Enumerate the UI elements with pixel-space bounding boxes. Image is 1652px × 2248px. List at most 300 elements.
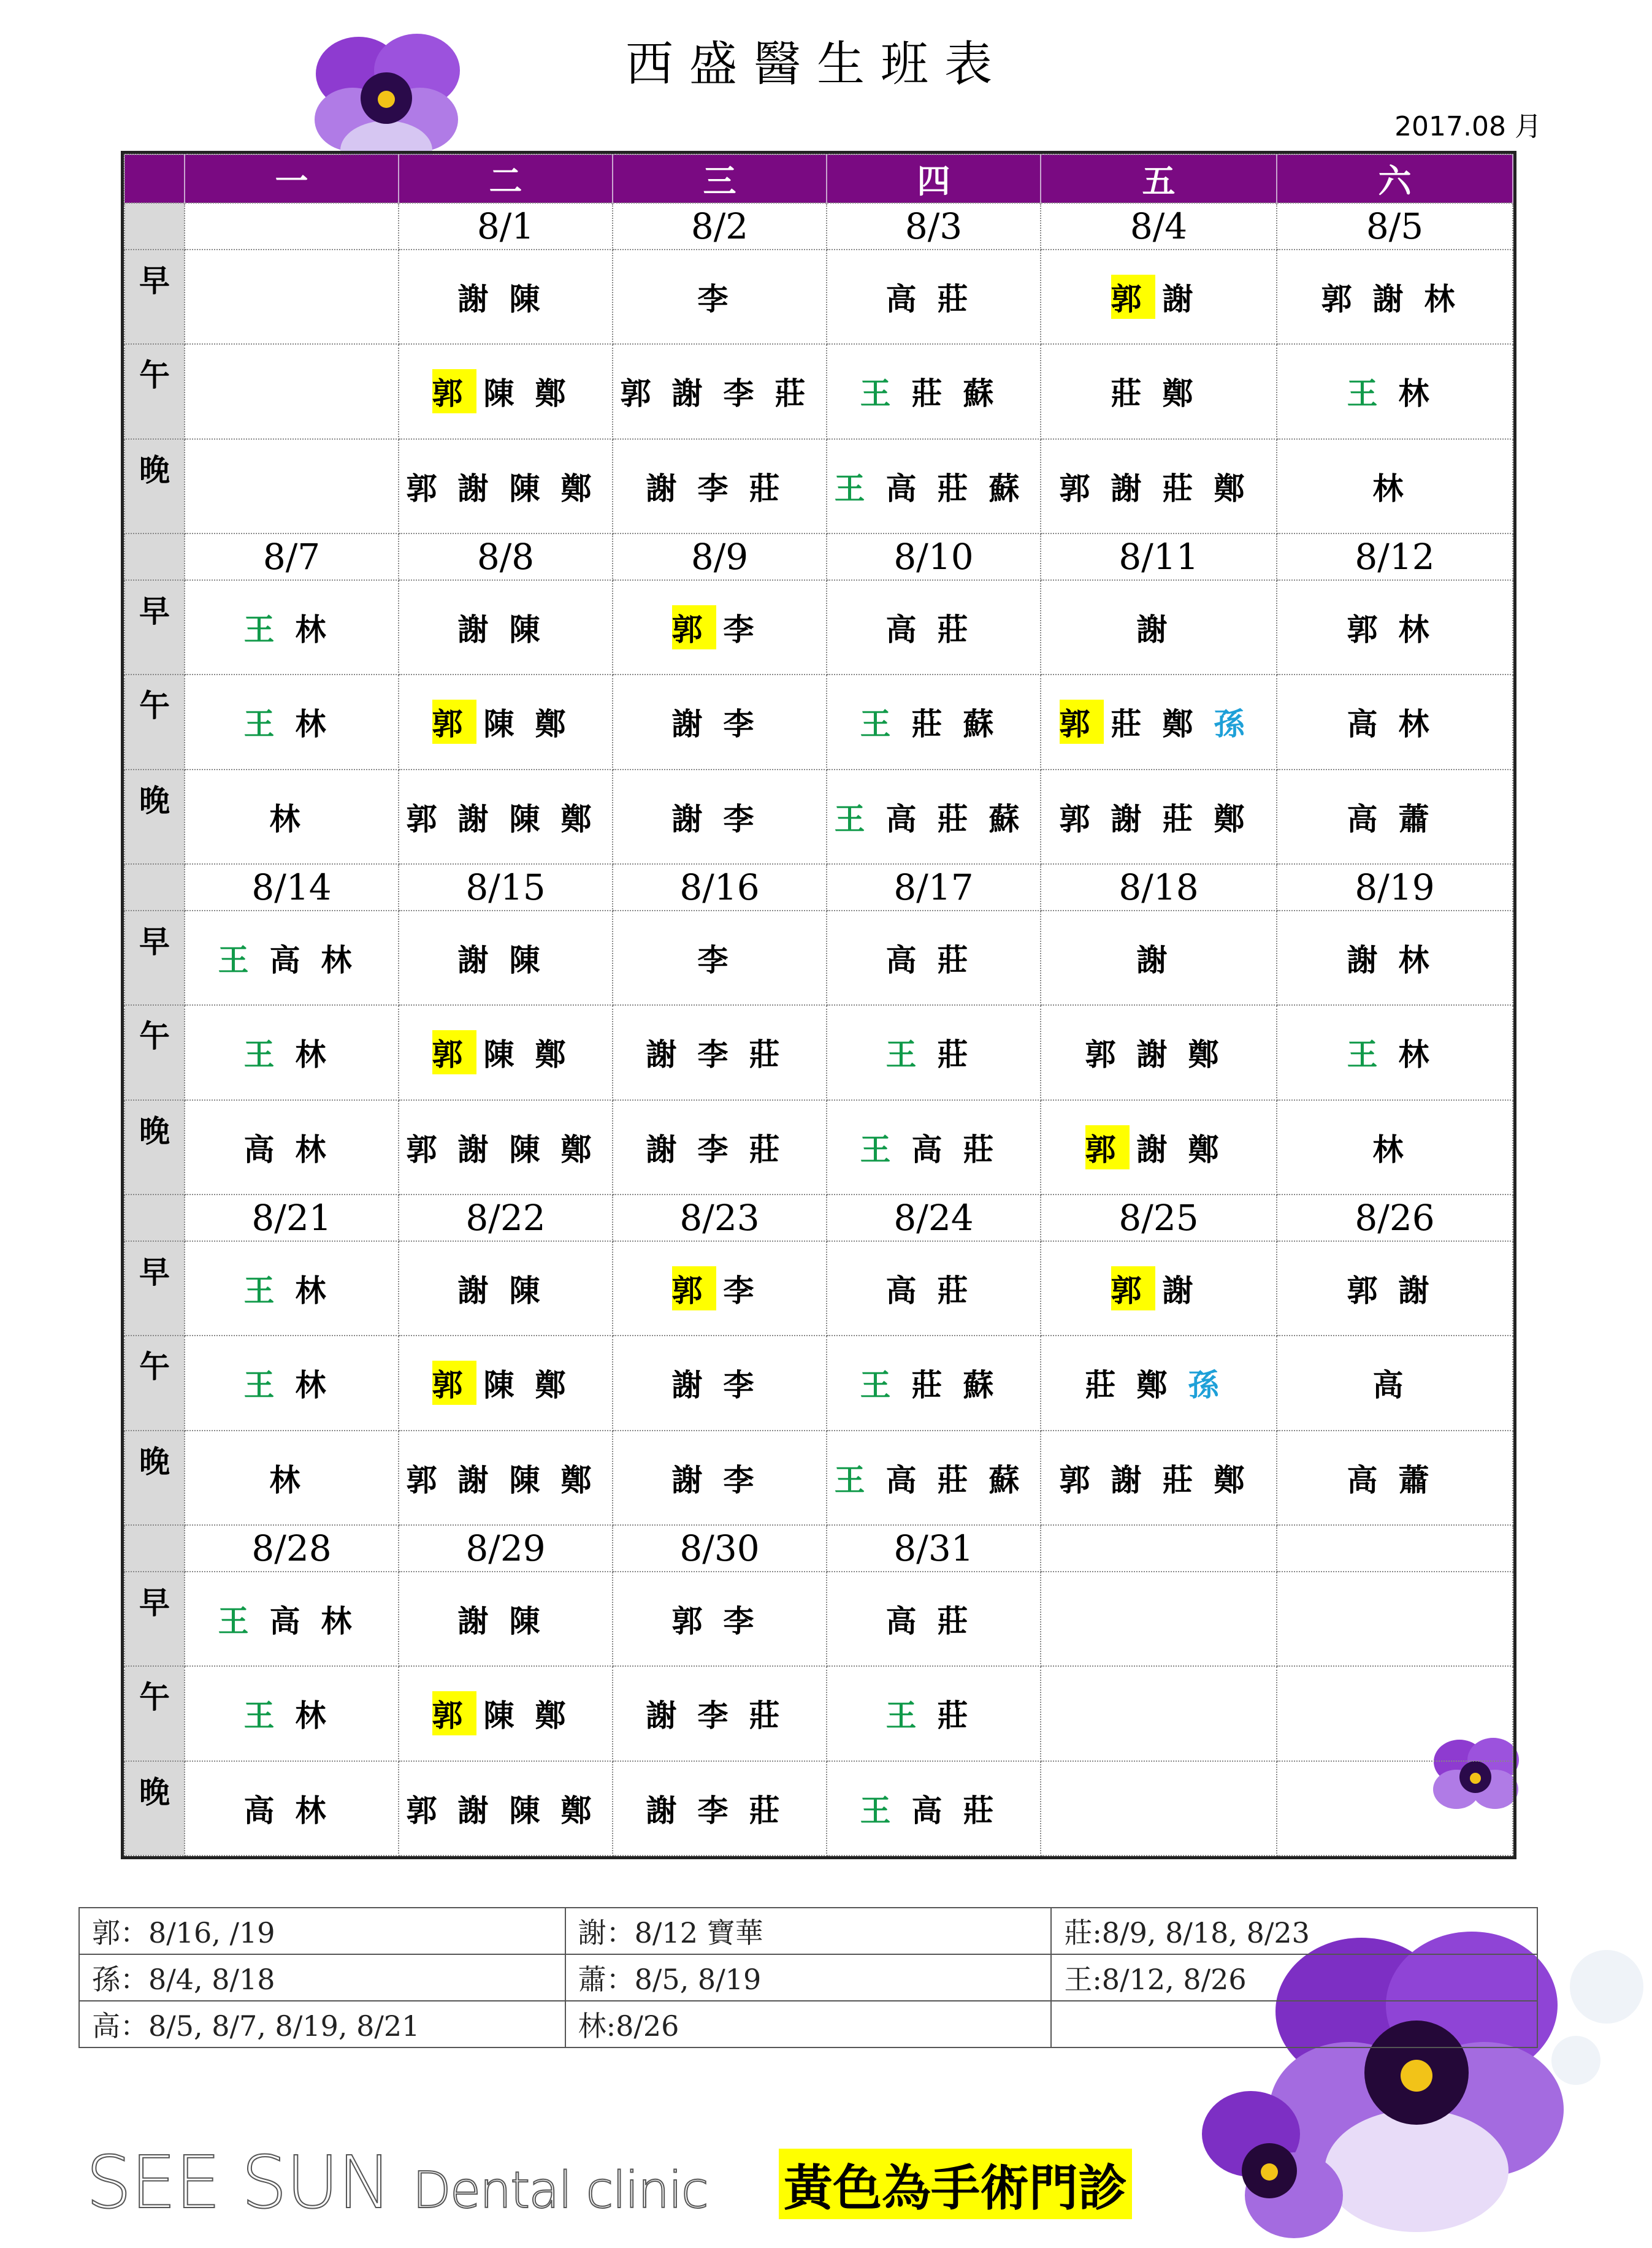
doctor-name: 陳	[509, 1792, 554, 1829]
shift-label: 晚	[124, 1100, 185, 1195]
doctor-name: 蘇	[989, 1462, 1033, 1498]
doctor-cell	[1041, 580, 1277, 675]
doctor-name: 莊	[937, 612, 982, 648]
doctor-name: 高	[885, 942, 930, 979]
schedule-table	[121, 151, 1516, 1859]
doctor-cell	[613, 1761, 827, 1856]
doctor-cell	[1277, 770, 1513, 864]
doctor-cell	[613, 675, 827, 769]
doctor-cell	[1277, 1572, 1513, 1666]
doctor-name: 林	[1372, 1131, 1417, 1168]
shift-label: 早	[124, 250, 185, 344]
note-cell: 王:8/12, 8/26	[1051, 1954, 1537, 2001]
doctor-name: 謝	[1136, 942, 1181, 979]
shift-row	[124, 1666, 1513, 1761]
shift-label: 晚	[124, 1431, 185, 1525]
doctor-cell	[613, 1572, 827, 1666]
doctor-name: 郭	[406, 1131, 451, 1168]
doctor-name: 王	[860, 376, 904, 412]
doctor-name: 陳	[483, 1367, 528, 1404]
weekday-header: 一	[185, 155, 399, 203]
doctor-cell	[1277, 580, 1513, 675]
doctor-cell	[185, 675, 399, 769]
note-cell: 謝：8/12 寶華	[565, 1908, 1052, 1954]
doctor-name: 鄭	[1214, 470, 1258, 507]
doctor-name: 李	[723, 1367, 768, 1404]
doctor-name: 謝	[671, 706, 716, 743]
doctor-cell	[613, 1005, 827, 1099]
doctor-name: 莊	[937, 1273, 982, 1309]
doctor-name: 高	[885, 470, 930, 507]
page-title: 西盛醫生班表	[625, 37, 1009, 92]
doctor-name: 王	[885, 1698, 930, 1734]
doctor-name: 陳	[509, 1604, 554, 1640]
doctor-name: 郭	[1111, 1266, 1155, 1310]
doctor-name: 王	[218, 1604, 262, 1640]
doctor-cell	[827, 250, 1041, 344]
doctor-name: 林	[269, 801, 314, 837]
doctor-cell	[399, 675, 613, 769]
doctor-name: 莊	[911, 376, 956, 412]
doctor-name: 謝	[457, 1604, 502, 1640]
shift-row	[124, 1005, 1513, 1099]
doctor-cell	[185, 1241, 399, 1336]
date-cell	[185, 203, 399, 250]
doctor-cell	[399, 1336, 613, 1430]
weekday-header: 五	[1041, 155, 1277, 203]
doctor-name: 高	[911, 1792, 956, 1829]
doctor-name: 謝	[457, 1792, 502, 1829]
doctor-name: 林	[295, 1037, 340, 1073]
doctor-name: 莊	[963, 1131, 1008, 1168]
date-cell: 8/7	[185, 533, 399, 580]
doctor-name: 謝	[457, 1131, 502, 1168]
doctor-name: 蘇	[963, 376, 1008, 412]
doctor-name: 高	[1347, 1462, 1391, 1498]
doctor-name: 高	[269, 942, 314, 979]
doctor-name: 謝	[457, 1462, 502, 1498]
doctor-name: 李	[697, 1792, 742, 1829]
doctor-name: 李	[697, 281, 742, 318]
shift-row	[124, 1336, 1513, 1430]
shift-label: 午	[124, 1005, 185, 1099]
date-cell: 8/8	[399, 533, 613, 580]
brand-name: SEE SUN	[86, 2140, 391, 2225]
doctor-name: 莊	[749, 1131, 793, 1168]
doctor-name: 郭	[432, 1361, 476, 1405]
doctor-cell	[399, 1100, 613, 1195]
doctor-name: 高	[885, 1273, 930, 1309]
doctor-name: 郭	[671, 1604, 716, 1640]
doctor-cell	[399, 580, 613, 675]
doctor-name: 鄭	[1136, 1367, 1181, 1404]
doctor-cell	[185, 1572, 399, 1666]
month-label: 2017.08 月	[1394, 111, 1542, 142]
doctor-name: 郭	[406, 801, 451, 837]
doctor-name: 王	[885, 1037, 930, 1073]
date-cell: 8/30	[613, 1525, 827, 1572]
doctor-name: 謝	[671, 801, 716, 837]
doctor-cell	[1277, 344, 1513, 438]
doctor-name: 莊	[1085, 1367, 1130, 1404]
doctor-cell	[827, 1572, 1041, 1666]
note-cell: 林:8/26	[565, 2001, 1052, 2047]
doctor-cell	[185, 580, 399, 675]
doctor-cell	[613, 250, 827, 344]
doctor-name: 王	[243, 612, 288, 648]
doctor-name: 李	[723, 1462, 768, 1498]
doctor-cell	[827, 1431, 1041, 1525]
shift-row	[124, 1241, 1513, 1336]
doctor-name: 高	[885, 612, 930, 648]
shift-label: 午	[124, 675, 185, 769]
doctor-name: 莊	[911, 1367, 956, 1404]
doctor-cell	[185, 344, 399, 438]
doctor-name: 莊	[774, 376, 819, 412]
doctor-name: 莊	[749, 1792, 793, 1829]
date-cell: 8/18	[1041, 864, 1277, 911]
doctor-cell	[827, 1005, 1041, 1099]
weekday-header: 六	[1277, 155, 1513, 203]
doctor-name: 高	[1347, 706, 1391, 743]
doctor-name: 郭	[672, 605, 716, 649]
doctor-name: 林	[1398, 376, 1443, 412]
doctor-name: 高	[1372, 1367, 1417, 1404]
shift-row	[124, 580, 1513, 675]
doctor-name: 陳	[509, 470, 554, 507]
doctor-cell	[827, 1100, 1041, 1195]
shift-row	[124, 439, 1513, 533]
date-cell: 8/31	[827, 1525, 1041, 1572]
weekday-header: 三	[613, 155, 827, 203]
doctor-name: 高	[911, 1131, 956, 1168]
doctor-name: 李	[723, 706, 768, 743]
doctor-name: 陳	[509, 942, 554, 979]
shift-label: 早	[124, 580, 185, 675]
doctor-cell	[185, 1666, 399, 1761]
doctor-cell	[1041, 439, 1277, 533]
doctor-name: 王	[834, 1462, 879, 1498]
date-cell	[1041, 1525, 1277, 1572]
doctor-name: 莊	[937, 1037, 982, 1073]
date-cell: 8/5	[1277, 203, 1513, 250]
doctor-cell	[1277, 1241, 1513, 1336]
date-cell: 8/22	[399, 1195, 613, 1241]
doctor-name: 郭	[432, 369, 476, 413]
doctor-cell	[185, 770, 399, 864]
date-cell: 8/29	[399, 1525, 613, 1572]
doctor-cell	[399, 1666, 613, 1761]
doctor-cell	[1277, 1666, 1513, 1761]
doctor-name: 鄭	[535, 1367, 579, 1404]
doctor-name: 林	[295, 706, 340, 743]
shift-row	[124, 1431, 1513, 1525]
shift-label: 午	[124, 1666, 185, 1761]
doctor-name: 郭	[1347, 1273, 1391, 1309]
weekday-header-row	[124, 155, 1513, 203]
shift-label: 早	[124, 1572, 185, 1666]
brand-subtitle: Dental clinic	[412, 2162, 708, 2220]
doctor-cell	[1041, 1761, 1277, 1856]
doctor-name: 莊	[937, 281, 982, 318]
doctor-name: 王	[1347, 1037, 1391, 1073]
doctor-name: 李	[723, 612, 768, 648]
date-cell: 8/15	[399, 864, 613, 911]
note-cell	[1051, 2001, 1537, 2047]
doctor-name: 郭	[1111, 275, 1155, 319]
doctor-name: 林	[295, 1273, 340, 1309]
doctor-name: 鄭	[560, 1131, 605, 1168]
date-cell: 8/21	[185, 1195, 399, 1241]
shift-row	[124, 1100, 1513, 1195]
doctor-cell	[613, 344, 827, 438]
doctor-cell	[1041, 1572, 1277, 1666]
doctor-cell	[185, 1336, 399, 1430]
date-row	[124, 1525, 1513, 1572]
doctor-name: 陳	[483, 376, 528, 412]
doctor-name: 郭	[406, 470, 451, 507]
doctor-name: 李	[723, 1273, 768, 1309]
doctor-name: 謝	[671, 1462, 716, 1498]
doctor-name: 謝	[457, 612, 502, 648]
date-row	[124, 203, 1513, 250]
doctor-name: 莊	[1162, 470, 1207, 507]
shift-label: 晚	[124, 439, 185, 533]
doctor-name: 王	[834, 470, 879, 507]
doctor-cell	[613, 770, 827, 864]
doctor-name: 莊	[1111, 376, 1155, 412]
doctor-cell	[399, 1572, 613, 1666]
doctor-cell	[1277, 911, 1513, 1005]
doctor-cell	[1041, 1431, 1277, 1525]
doctor-cell	[613, 1431, 827, 1525]
shift-label: 晚	[124, 770, 185, 864]
doctor-name: 陳	[483, 1037, 528, 1073]
doctor-name: 李	[697, 470, 742, 507]
doctor-name: 林	[295, 1698, 340, 1734]
doctor-name: 孫	[1188, 1367, 1233, 1404]
doctor-name: 王	[860, 1131, 904, 1168]
date-cell: 8/17	[827, 864, 1041, 911]
note-cell: 蕭：8/5, 8/19	[565, 1954, 1052, 2001]
date-cell: 8/10	[827, 533, 1041, 580]
doctor-cell	[399, 911, 613, 1005]
doctor-cell	[613, 1666, 827, 1761]
shift-row	[124, 250, 1513, 344]
notes-row	[79, 2001, 1537, 2047]
doctor-name: 郭	[432, 1030, 476, 1074]
doctor-cell	[827, 911, 1041, 1005]
doctor-name: 郭	[432, 700, 476, 744]
doctor-name: 謝	[646, 1698, 690, 1734]
doctor-name: 林	[321, 942, 365, 979]
doctor-name: 林	[295, 1131, 340, 1168]
shift-label: 午	[124, 344, 185, 438]
doctor-name: 謝	[457, 281, 502, 318]
date-cell: 8/4	[1041, 203, 1277, 250]
doctor-cell	[1277, 250, 1513, 344]
doctor-name: 高	[885, 1604, 930, 1640]
doctor-cell	[1277, 439, 1513, 533]
doctor-cell	[1277, 1761, 1513, 1856]
doctor-cell	[1277, 1431, 1513, 1525]
doctor-cell	[1041, 675, 1277, 769]
doctor-name: 高	[885, 801, 930, 837]
doctor-name: 謝	[1162, 281, 1207, 318]
row-label-empty	[124, 203, 185, 250]
doctor-name: 蕭	[1398, 801, 1443, 837]
notes-row	[79, 1908, 1537, 1954]
doctor-cell	[399, 1431, 613, 1525]
doctor-name: 王	[860, 1367, 904, 1404]
row-label-empty	[124, 1525, 185, 1572]
doctor-name: 陳	[483, 1698, 528, 1734]
doctor-name: 莊	[1111, 706, 1155, 743]
doctor-name: 謝	[646, 1037, 690, 1073]
doctor-cell	[399, 1761, 613, 1856]
doctor-cell	[399, 1005, 613, 1099]
doctor-cell	[827, 1241, 1041, 1336]
doctor-name: 郭	[1059, 1462, 1104, 1498]
doctor-name: 鄭	[560, 1792, 605, 1829]
doctor-name: 鄭	[535, 706, 579, 743]
date-cell: 8/19	[1277, 864, 1513, 911]
doctor-name: 謝	[1398, 1273, 1443, 1309]
doctor-name: 孫	[1214, 706, 1258, 743]
doctor-name: 謝	[457, 470, 502, 507]
doctor-cell	[613, 1100, 827, 1195]
doctor-name: 莊	[937, 1698, 982, 1734]
doctor-cell	[1277, 1100, 1513, 1195]
note-cell: 孫：8/4, 8/18	[79, 1954, 565, 2001]
doctor-cell	[1277, 1336, 1513, 1430]
doctor-name: 郭	[672, 1266, 716, 1310]
doctor-cell	[185, 1761, 399, 1856]
doctor-name: 王	[860, 1792, 904, 1829]
doctor-cell	[185, 250, 399, 344]
doctor-name: 莊	[937, 1604, 982, 1640]
doctor-name: 高	[243, 1792, 288, 1829]
doctor-name: 莊	[1162, 1462, 1207, 1498]
doctor-cell	[399, 439, 613, 533]
doctor-name: 陳	[509, 281, 554, 318]
doctor-name: 高	[269, 1604, 314, 1640]
notes-row	[79, 1954, 1537, 2001]
doctor-name: 莊	[749, 1698, 793, 1734]
doctor-name: 郭	[406, 1792, 451, 1829]
doctor-name: 王	[243, 1367, 288, 1404]
date-cell: 8/26	[1277, 1195, 1513, 1241]
doctor-name: 李	[697, 1131, 742, 1168]
doctor-name: 郭	[406, 1462, 451, 1498]
doctor-cell	[613, 439, 827, 533]
doctor-name: 謝	[671, 376, 716, 412]
doctor-cell	[1041, 1666, 1277, 1761]
doctor-name: 高	[243, 1131, 288, 1168]
doctor-name: 鄭	[560, 801, 605, 837]
doctor-name: 李	[697, 1698, 742, 1734]
doctor-cell	[1041, 770, 1277, 864]
doctor-cell	[399, 344, 613, 438]
doctor-name: 鄭	[535, 376, 579, 412]
date-row	[124, 1195, 1513, 1241]
doctor-name: 謝	[1111, 1462, 1155, 1498]
doctor-name: 莊	[1162, 801, 1207, 837]
doctor-name: 莊	[937, 801, 982, 837]
doctor-name: 莊	[749, 470, 793, 507]
doctor-cell	[1041, 344, 1277, 438]
doctor-name: 高	[1347, 801, 1391, 837]
date-cell: 8/24	[827, 1195, 1041, 1241]
doctor-name: 莊	[937, 942, 982, 979]
doctor-name: 陳	[509, 612, 554, 648]
doctor-cell	[185, 1431, 399, 1525]
weekday-header: 四	[827, 155, 1041, 203]
doctor-name: 林	[1398, 1037, 1443, 1073]
date-cell: 8/1	[399, 203, 613, 250]
doctor-name: 蘇	[989, 801, 1033, 837]
date-cell: 8/12	[1277, 533, 1513, 580]
surgery-legend: 黃色為手術門診	[779, 2149, 1132, 2219]
shift-row	[124, 675, 1513, 769]
doctor-name: 莊	[937, 1462, 982, 1498]
doctor-name: 鄭	[1188, 1037, 1233, 1073]
doctor-name: 王	[243, 1037, 288, 1073]
row-label-empty	[124, 864, 185, 911]
doctor-cell	[613, 1241, 827, 1336]
date-cell: 8/2	[613, 203, 827, 250]
doctor-name: 李	[697, 1037, 742, 1073]
doctor-name: 謝	[1111, 470, 1155, 507]
date-row	[124, 533, 1513, 580]
doctor-name: 王	[860, 706, 904, 743]
doctor-name: 林	[295, 1792, 340, 1829]
date-cell: 8/16	[613, 864, 827, 911]
doctor-name: 林	[269, 1462, 314, 1498]
shift-row	[124, 1572, 1513, 1666]
doctor-name: 謝	[1136, 612, 1181, 648]
schedule-body	[124, 203, 1513, 1856]
doctor-cell	[1277, 1005, 1513, 1099]
date-cell: 8/23	[613, 1195, 827, 1241]
shift-row	[124, 1761, 1513, 1856]
doctor-name: 鄭	[535, 1037, 579, 1073]
doctor-name: 林	[321, 1604, 365, 1640]
doctor-name: 林	[295, 612, 340, 648]
doctor-cell	[399, 770, 613, 864]
doctor-name: 陳	[509, 1462, 554, 1498]
note-cell: 郭：8/16, /19	[79, 1908, 565, 1954]
doctor-name: 蘇	[963, 1367, 1008, 1404]
doctor-name: 林	[1372, 470, 1417, 507]
doctor-name: 莊	[911, 706, 956, 743]
doctor-name: 李	[723, 1604, 768, 1640]
doctor-name: 郭	[1085, 1125, 1130, 1169]
note-cell: 高：8/5, 8/7, 8/19, 8/21	[79, 2001, 565, 2047]
doctor-name: 王	[243, 1698, 288, 1734]
note-cell: 莊:8/9, 8/18, 8/23	[1051, 1908, 1537, 1954]
doctor-name: 高	[885, 281, 930, 318]
doctor-name: 李	[697, 942, 742, 979]
doctor-cell	[1041, 1241, 1277, 1336]
clinic-logo	[86, 2140, 708, 2225]
doctor-name: 郭	[620, 376, 665, 412]
doctor-name: 謝	[1162, 1273, 1207, 1309]
date-cell	[1277, 1525, 1513, 1572]
doctor-cell	[827, 439, 1041, 533]
doctor-name: 李	[723, 376, 768, 412]
doctor-name: 鄭	[1188, 1131, 1233, 1168]
